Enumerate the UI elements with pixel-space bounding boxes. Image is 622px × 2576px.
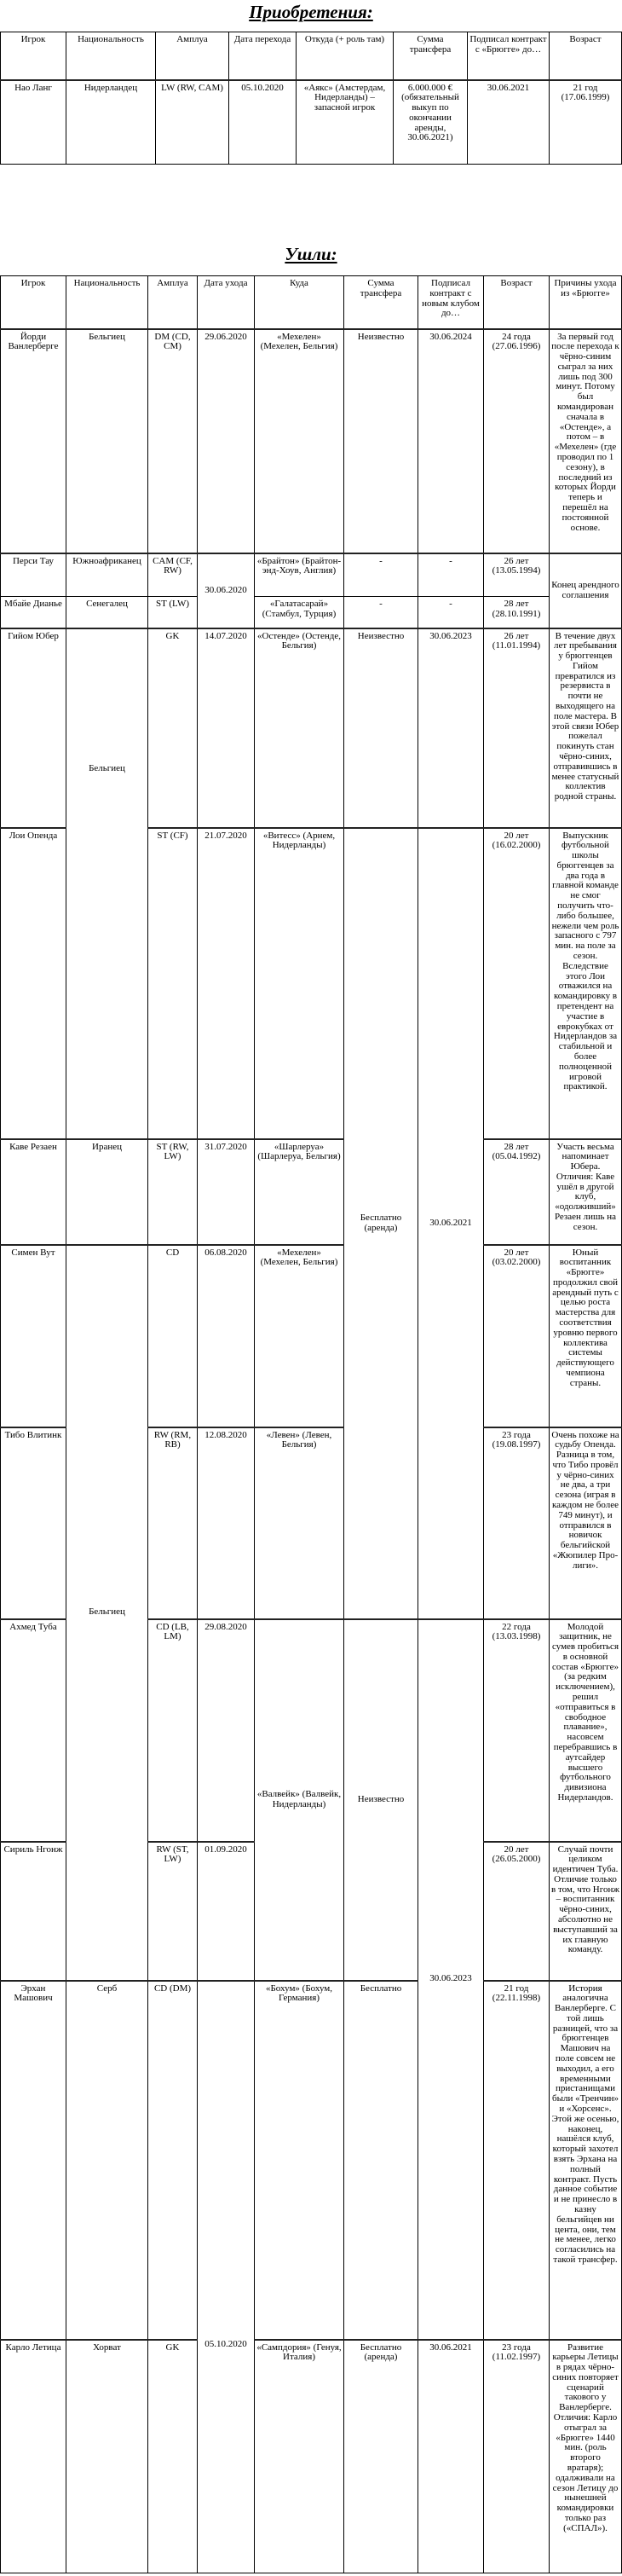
age-cell: 24 года (27.06.1996) [484,329,550,553]
date-cell: 14.07.2020 [198,628,255,828]
fee-cell: Бесплатно [344,1981,418,2340]
position-cell: GK [148,628,198,828]
column-header: Подписал контракт с новым клубом до… [418,276,484,329]
position-cell: ST (RW, LW) [148,1139,198,1245]
player-cell: Карло Летица [1,2340,66,2573]
date-cell: 31.07.2020 [198,1139,255,1245]
contract-cell: - [418,553,484,597]
age-cell: 20 лет (26.05.2000) [484,1842,550,1981]
fee-cell: - [344,553,418,597]
destination-cell: «Остенде» (Остенде, Бельгия) [255,628,344,828]
nationality-cell: Бельгиец [66,329,148,553]
column-header: Причины ухода из «Брюгге» [550,276,622,329]
column-header: Подписал контракт с «Брюгге» до… [468,32,550,80]
date-cell: 30.06.2020 [198,553,255,628]
player-cell: Сириль Нгонж [1,1842,66,1981]
fee-cell: 6.000.000 € (обязательный выкуп по окончании аренды, 30.06.2021) [394,80,468,165]
reason-cell: Участь весьма напоминает Юбера. Отличия: Каве ушёл в другой клуб, «одолживший» Резаен лишь на сезон. [550,1139,622,1245]
from-cell: «Аякс» (Амстердам, Нидерланды) – запасной игрок [297,80,394,165]
age-cell: 23 года (11.02.1997) [484,2340,550,2573]
age-cell: 21 год (22.11.1998) [484,1981,550,2340]
fee-cell: Неизвестно [344,329,418,553]
date-cell: 29.08.2020 [198,1619,255,1842]
column-header: Амплуа [148,276,198,329]
position-cell: CD (LB, LM) [148,1619,198,1842]
contract-cell: 30.06.2024 [418,329,484,553]
position-cell: ST (LW) [148,597,198,628]
position-cell: LW (RW, CAM) [156,80,229,165]
player-cell: Симен Вут [1,1245,66,1427]
player-cell: Каве Резаен [1,1139,66,1245]
contract-cell: 30.06.2021 [468,80,550,165]
date-cell: 29.06.2020 [198,329,255,553]
fee-cell: Неизвестно [344,1619,418,1981]
column-header: Национальность [66,32,156,80]
date-cell: 05.10.2020 [198,1981,255,2573]
player-cell: Йорди Ванлерберге [1,329,66,553]
destination-cell: «Левен» (Левен, Бельгия) [255,1427,344,1619]
acquisitions-table [0,32,622,165]
date-cell: 01.09.2020 [198,1842,255,1981]
position-cell: CD (DM) [148,1981,198,2340]
position-cell: RW (RM, RB) [148,1427,198,1619]
reason-cell: История аналогична Ванлерберге. С той лишь разницей, что за брюггенцев Машович на поле совсем не выходил, а его временными пристанищами были «Тренчин» и «Хорсенс». Этой же осенью, наконец, нашёлся клуб, который захотел взять Эрхана на полный контракт. Пусть данное событие и не принесло в казну бельгийцев ни цента, они, тем не менее, легко согласились на такой трансфер. [550,1981,622,2340]
fee-cell: - [344,597,418,628]
column-header: Возраст [550,32,622,80]
column-header: Дата перехода [229,32,297,80]
column-header: Амплуа [156,32,229,80]
departures-title: Ушли: [285,244,337,264]
contract-cell: 30.06.2023 [418,628,484,828]
table-row [1,80,622,165]
age-cell: 21 год (17.06.1999) [550,80,622,165]
column-header: Возраст [484,276,550,329]
player-cell: Нао Ланг [1,80,66,165]
reason-cell: За первый год после перехода к чёрно-синим сыграл за них лишь под 300 минут. Потому был командирован сначала в «Остенде», а потом – в «Мехелен» (где проводил по 1 сезону), в последний из которых Йорди теперь и перешёл на постоянной основе. [550,329,622,553]
position-cell: ST (CF) [148,828,198,1139]
reason-cell: Очень похоже на судьбу Опенда. Разница в том, что Тибо провёл у чёрно-синих не два, а три сезона (играя в каждом не более 749 минут), и отправился в новичок бельгийской «Жюпилер Про-лиги». [550,1427,622,1619]
age-cell: 22 года (13.03.1998) [484,1619,550,1842]
reason-cell: Случай почти целиком идентичен Туба. Отличие только в том, что Нгонж – воспитанник чёрно-синих, абсолютно не выступавший за их главную команду. [550,1842,622,1981]
player-cell: Гийом Юбер [1,628,66,828]
nationality-cell: Южноафриканец [66,553,148,597]
table-header-row [1,276,622,329]
position-cell: RW (ST, LW) [148,1842,198,1981]
date-cell: 21.07.2020 [198,828,255,1139]
destination-cell: «Валвейк» (Валвейк, Нидерланды) [255,1619,344,1981]
destination-cell: «Мехелен» (Мехелен, Бельгия) [255,329,344,553]
destination-cell: «Шарлеруа» (Шарлеруа, Бельгия) [255,1139,344,1245]
player-cell: Перси Тау [1,553,66,597]
column-header: Дата ухода [198,276,255,329]
column-header: Сумма трансфера [394,32,468,80]
fee-cell: Бесплатно (аренда) [344,2340,418,2573]
destination-cell: «Брайтон» (Брайтон-энд-Хоув, Англия) [255,553,344,597]
nationality-cell: Иранец [66,1139,148,1245]
player-cell: Мбайе Дианье [1,597,66,628]
table-row [1,1981,622,2340]
column-header: Игрок [1,32,66,80]
reason-cell: В течение двух лет пребывания у брюггенцев Гийом превратился из резервиста в почти не выходящего на поле мастера. В этой связи Юбер пожелал покинуть стан чёрно-синих, отправившись в менее статусный коллектив родной страны. [550,628,622,828]
nationality-cell: Нидерландец [66,80,156,165]
table-row [1,628,622,828]
contract-cell: 30.06.2021 [418,828,484,1619]
contract-cell: 30.06.2021 [418,2340,484,2573]
column-header: Игрок [1,276,66,329]
reason-cell: Юный воспитанник «Брюгге» продолжил свой арендный путь с целью роста мастерства для соответствия уровню первого коллектива системы действующего чемпиона страны. [550,1245,622,1427]
player-cell: Ахмед Туба [1,1619,66,1842]
age-cell: 28 лет (28.10.1991) [484,597,550,628]
fee-cell: Бесплатно (аренда) [344,828,418,1619]
column-header: Национальность [66,276,148,329]
position-cell: GK [148,2340,198,2573]
nationality-cell: Сенегалец [66,597,148,628]
reason-cell: Развитие карьеры Летицы в рядах чёрно-синих повторяет сценарий такового у Ванлерберге. Отличия: Карло отыграл за «Брюгге» 1440 мин. (роль второго вратаря); одалживали на сезон Летицу до нынешней командировки только раз («СПАЛ»). [550,2340,622,2573]
position-cell: CD [148,1245,198,1427]
table-row [1,1245,622,1427]
date-cell: 06.08.2020 [198,1245,255,1427]
contract-cell: - [418,597,484,628]
age-cell: 26 лет (11.01.1994) [484,628,550,828]
age-cell: 20 лет (16.02.2000) [484,828,550,1139]
table-row [1,1139,622,1245]
fee-cell: Неизвестно [344,628,418,828]
table-row [1,329,622,553]
reason-cell: Выпускник футбольной школы брюггенцев за два года в главной команде не смог получить что-либо большее, нежели чем роль запасного с 797 мин. на поле за сезон. Вследствие этого Лои отважился на командировку в претендент на участие в еврокубках от Нидерландов за стабильной и более полноценной игровой практикой. [550,828,622,1139]
age-cell: 28 лет (05.04.1992) [484,1139,550,1245]
departures-table [0,275,622,2573]
reason-cell: Молодой защитник, не сумев пробиться в основной состав «Брюгге» (за редким исключением), решил «отправиться в свободное плавание», насовсем перебравшись в аутсайдер высшего футбольного дивизиона Нидерландов. [550,1619,622,1842]
nationality-cell: Хорват [66,2340,148,2573]
nationality-cell: Бельгиец [66,1245,148,1981]
destination-cell: «Витесс» (Арнем, Нидерланды) [255,828,344,1139]
table-row [1,597,622,628]
player-cell: Лои Опенда [1,828,66,1139]
nationality-cell: Серб [66,1981,148,2340]
destination-cell: «Бохум» (Бохум, Германия) [255,1981,344,2340]
reason-cell: Конец арендного соглашения [550,553,622,628]
position-cell: CAM (CF, RW) [148,553,198,597]
column-header: Куда [255,276,344,329]
acquisitions-title: Приобретения: [249,2,373,22]
date-cell: 12.08.2020 [198,1427,255,1619]
table-row [1,2340,622,2573]
destination-cell: «Мехелен» (Мехелен, Бельгия) [255,1245,344,1427]
position-cell: DM (CD, CM) [148,329,198,553]
column-header: Сумма трансфера [344,276,418,329]
age-cell: 26 лет (13.05.1994) [484,553,550,597]
destination-cell: «Галатасарай» (Стамбул, Турция) [255,597,344,628]
player-cell: Тибо Влитинк [1,1427,66,1619]
player-cell: Эрхан Машович [1,1981,66,2340]
table-row [1,553,622,597]
destination-cell: «Сампдория» (Генуя, Италия) [255,2340,344,2573]
contract-cell: 30.06.2023 [418,1619,484,2340]
age-cell: 23 года (19.08.1997) [484,1427,550,1619]
table-header-row [1,32,622,80]
nationality-cell: Бельгиец [66,628,148,1139]
date-cell: 05.10.2020 [229,80,297,165]
column-header: Откуда (+ роль там) [297,32,394,80]
age-cell: 20 лет (03.02.2000) [484,1245,550,1427]
